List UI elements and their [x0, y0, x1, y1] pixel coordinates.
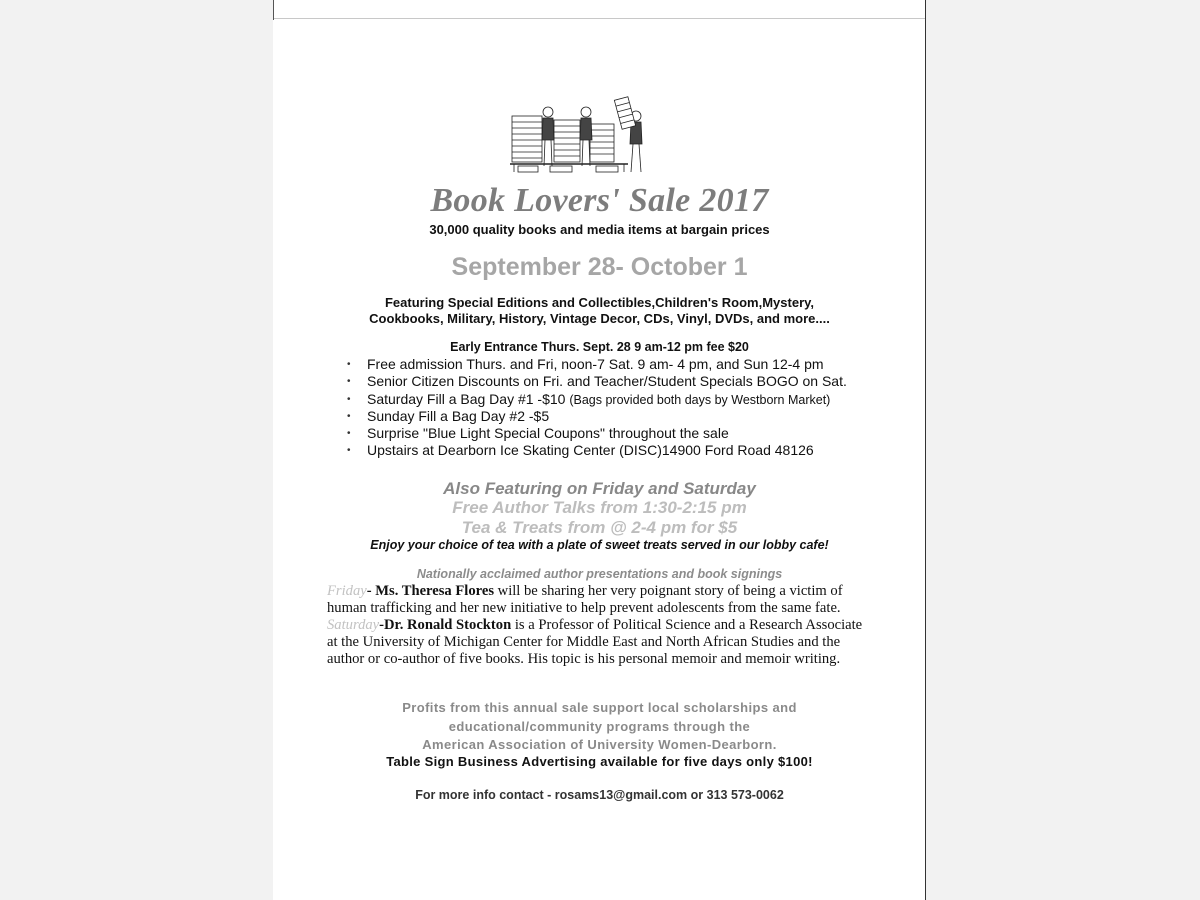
- list-item: • Senior Citizen Discounts on Fri. and Teacher/Student Specials BOGO on Sat.: [343, 373, 847, 390]
- list-item: • Surprise "Blue Light Special Coupons" throughout the sale: [343, 425, 847, 442]
- contact-info: For more info contact - rosams13@gmail.com or 313 573-0062: [415, 788, 784, 802]
- flyer-title: Book Lovers' Sale 2017: [430, 182, 769, 219]
- friday-author-bio: Friday- Ms. Theresa Flores will be sharing her very poignant story of being a victim of human trafficking and her new initiative to help prevent adolescents from the same fate.: [327, 583, 843, 616]
- author-presentations-heading: Nationally acclaimed author presentations and book signings: [416, 567, 783, 581]
- page-top-divider: [273, 18, 926, 19]
- friday-author-name: - Ms. Theresa Flores: [366, 583, 495, 599]
- friday-label: Friday: [327, 583, 367, 599]
- flyer-subtitle: 30,000 quality books and media items at bargain prices: [429, 222, 770, 237]
- list-item: • Saturday Fill a Bag Day #1 -$10 (Bags provided both days by Westborn Market): [343, 391, 847, 408]
- page-left-edge: [273, 0, 274, 20]
- book-stacks-illustration: [510, 96, 653, 174]
- early-entrance: Early Entrance Thurs. Sept. 28 9 am-12 pm fee $20: [450, 340, 749, 354]
- featuring-line: Featuring Special Editions and Collectibles,Children's Room,Mystery,: [384, 295, 815, 310]
- saturday-label: Saturday: [327, 617, 380, 633]
- list-item: • Upstairs at Dearborn Ice Skating Center (DISC)14900 Ford Road 48126: [343, 442, 847, 459]
- list-item: • Free admission Thurs. and Fri, noon-7 Sat. 9 am- 4 pm, and Sun 12-4 pm: [343, 356, 847, 373]
- featuring-line: Cookbooks, Military, History, Vintage Decor, CDs, Vinyl, DVDs, and more....: [369, 311, 830, 326]
- saturday-author-bio: Saturday-Dr. Ronald Stockton is a Professor of Political Science and a Research Associate at the University of Michigan Center for Middle East and North African Studies and the author or co-author of five books. His topic is his personal memoir and memoir writing.: [327, 617, 863, 667]
- bags-note: (Bags provided both days by Westborn Market): [569, 392, 831, 407]
- featuring-text: [273, 295, 926, 327]
- profits-statement: Profits from this annual sale support local scholarships and educational/community programs through the American Association of University Women-Dearborn.: [402, 700, 797, 752]
- also-featuring-heading: Also Featuring on Friday and Saturday: [443, 479, 756, 498]
- flyer-page: [273, 0, 926, 900]
- sale-details-list: [343, 356, 847, 460]
- list-item: • Sunday Fill a Bag Day #2 -$5: [343, 408, 847, 425]
- tea-treats: Tea & Treats from @ 2-4 pm for $5: [461, 518, 738, 537]
- saturday-author-name: -Dr. Ronald Stockton: [379, 617, 512, 633]
- sale-dates: September 28- October 1: [451, 253, 748, 281]
- table-sign-advertising: Table Sign Business Advertising available for five days only $100!: [386, 754, 813, 769]
- enjoy-note: Enjoy your choice of tea with a plate of sweet treats served in our lobby cafe!: [370, 538, 829, 552]
- author-talks: Free Author Talks from 1:30-2:15 pm: [452, 498, 747, 517]
